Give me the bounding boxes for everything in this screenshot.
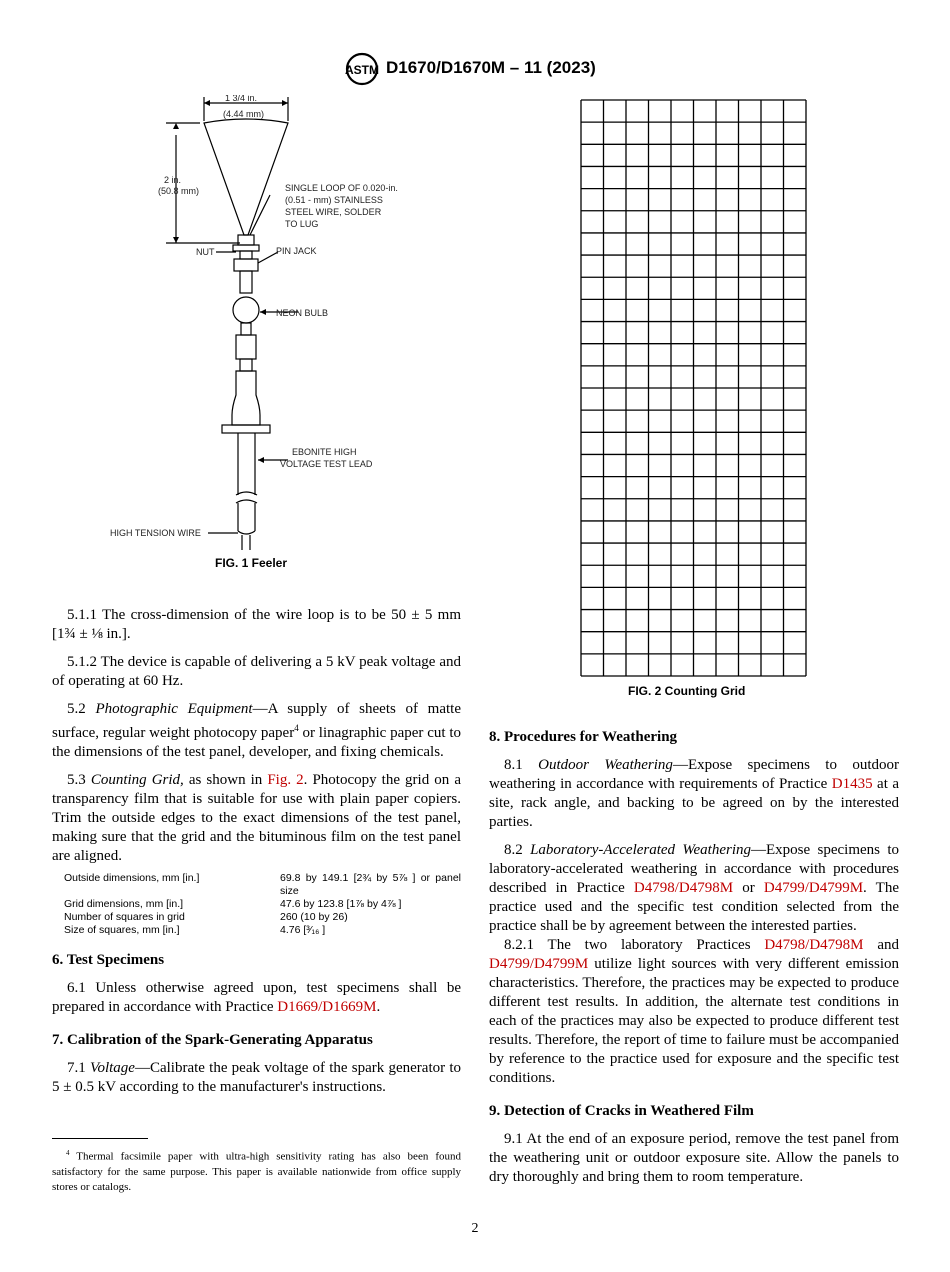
fig1-label-width-in: 1 3/4 in. [225,95,258,103]
section-6-heading: 6. Test Specimens [52,952,165,968]
para-7-1: 7.1 Voltage—Calibrate the peak voltage of the spark generator to 5 ± 0.5 kV according to the manufacturer's instructions. [52,1060,461,1095]
fig1-label-height-mm: (50.8 mm) [158,186,200,196]
svg-text:ASTM: ASTM [345,63,379,77]
page-number: 2 [471,1221,479,1236]
fig1-label-loop-3: STEEL WIRE, SOLDER [285,207,382,217]
fig2-link[interactable]: Fig. 2 [267,772,304,788]
table-row: Size of squares, mm [in.] 4.76 [³⁄₁₆ ] [64,924,326,936]
para-8-2-1: 8.2.1 The two laboratory Practices D4798/D4798M and D4799/D4799M utilize light sources with very different emission characteristics. Therefore, the practices may be expected to produce different test results. In addition, the alternate test conditions in each of the practices may also be expected to produce different test results. Therefore, the report of time to failure must be accompanied by reference to the practice used for exposure and the specific test conditions. [489,937,899,1086]
fig1-label-lead-1: EBONITE HIGH [292,447,357,457]
fig1-label-nut: NUT [196,247,215,257]
fig1-label-wire: HIGH TENSION WIRE [110,528,201,538]
para-8-2: 8.2 Laboratory-Accelerated Weathering—Expose specimens to laboratory-accelerated weathering in accordance with procedures described in Practice D4798/D4798M or D4799/D4799M. The practice used and the specific test condition selected from the practice shall be by agreement between the interested parties. [489,842,900,934]
document-title: D1670/D1670M – 11 (2023) [386,58,596,77]
d1435-link[interactable]: D1435 [831,776,873,792]
fig1-label-loop-1: SINGLE LOOP OF 0.020-in. [285,183,398,193]
astm-logo-icon [343,52,381,86]
fig2-counting-grid [580,99,807,677]
d4799-link[interactable]: D4799/D4799M [763,880,864,896]
table-row: Number of squares in grid 260 (10 by 26) [64,911,348,923]
fig1-label-loop-4: TO LUG [285,219,319,229]
fig1-label-pin-jack: PIN JACK [276,246,317,256]
fig1-caption: FIG. 1 Feeler [215,556,288,570]
fig1-label-height-in: 2 in. [164,175,182,185]
fig1-label-lead-2: VOLTAGE TEST LEAD [280,459,373,469]
fig1-label-neon-bulb: NEON BULB [276,308,329,318]
section-9-heading: 9. Detection of Cracks in Weathered Film [489,1103,754,1119]
fig1-feeler-drawing [100,95,400,555]
footnote-rule [52,1138,148,1139]
fig1-label-loop-2: (0.51 - mm) STAINLESS [285,195,383,205]
page-header [0,52,950,88]
d4798-link[interactable]: D4798/D4798M [764,937,864,953]
para-8-1: 8.1 Outdoor Weathering—Expose specimens to outdoor weathering in accordance with requirements of Practice D1435 at a site, rack angle, and backing to be agreed on by the interested parties. [489,757,900,830]
section-8-heading: 8. Procedures for Weathering [489,729,678,745]
fig2-caption: FIG. 2 Counting Grid [628,684,746,698]
para-9-1: 9.1 At the end of an exposure period, remove the test panel from the weathering unit or outdoor exposure site. Allow the panels to dry thoroughly and bring them to room temperature. [489,1131,899,1185]
para-5-3: 5.3 Counting Grid, as shown in Fig. 2. Photocopy the grid on a transparency film that is suitable for use with plain paper copiers. Trim the outside edges to the exact dimensions of the test panel, making sure that the grid and the bituminous film on the test panel are aligned. [52,772,461,864]
d1669-link[interactable]: D1669/D1669M [277,999,377,1015]
para-5-1-1: 5.1.1 The cross-dimension of the wire loop is to be 50 ± 5 mm [1¾ ± ⅛ in.]. [52,607,461,642]
d4799-link[interactable]: D4799/D4799M [489,956,589,972]
footnote: $^4$ Thermal facsimile paper with ultra-high sensitivity rating has also been found satisfactory for the same purpose. This paper is available nationwide from office supply stores or catalogs. [52,1149,461,1193]
para-5-2: 5.2 Photographic Equipment—A supply of sheets of matte surface, regular weight photocopy paper$^4$ or linagraphic paper cut to the dimensions of the test panel, developer, and fixing chemicals. [52,701,462,760]
grid-spec-table [64,872,461,937]
table-row: Grid dimensions, mm [in.] 47.6 by 123.8 [1⅞ by 4⅞ ] [64,898,402,910]
table-row: Outside dimensions, mm [in.] 69.8 by 149.1 [2¾ by 5⅞ ] or panel size [64,872,461,897]
fig1-label-width-mm: (4.44 mm) [223,109,265,119]
right-column [489,716,899,1196]
left-column [52,606,461,1106]
para-5-1-2: 5.1.2 The device is capable of delivering a 5 kV peak voltage and of operating at 60 Hz. [52,654,461,689]
section-7-heading: 7. Calibration of the Spark-Generating Apparatus [52,1032,373,1048]
para-6-1: 6.1 Unless otherwise agreed upon, test specimens shall be prepared in accordance with Practice D1669/D1669M. [52,980,461,1015]
d4798-link[interactable]: D4798/D4798M [633,880,734,896]
